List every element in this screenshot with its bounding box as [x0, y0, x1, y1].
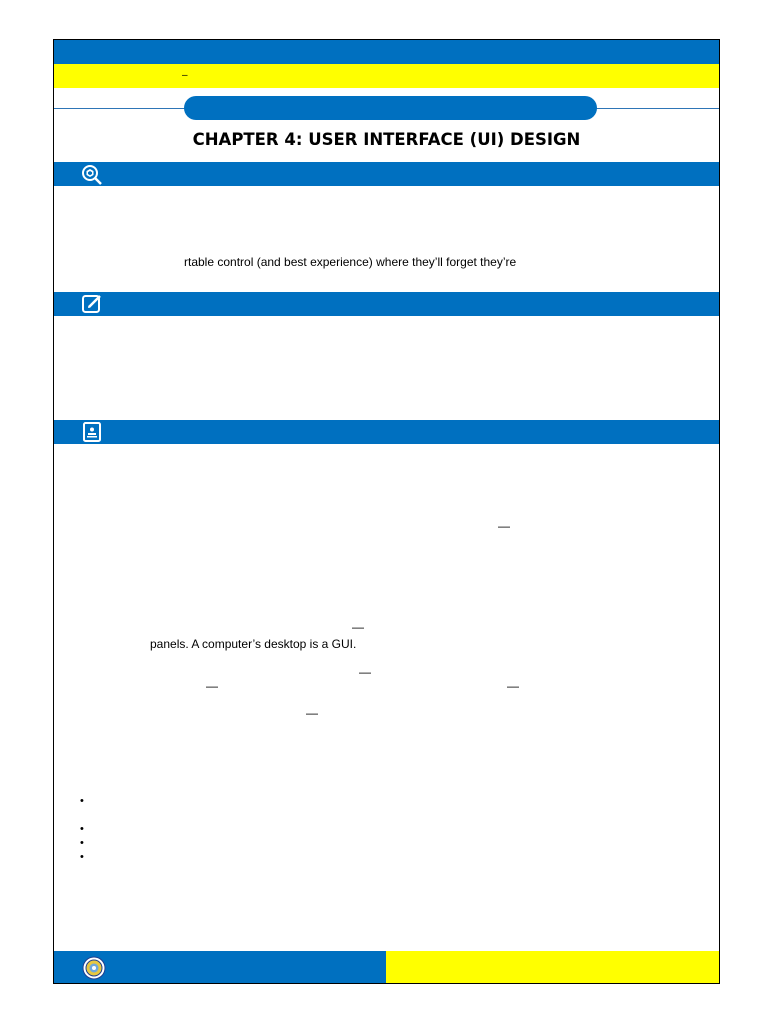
dash-mark: —	[306, 706, 318, 720]
body-text-gui: panels. A computer’s desktop is a GUI.	[150, 637, 357, 651]
section-bar-activity	[54, 292, 719, 316]
chapter-title: CHAPTER 4: USER INTERFACE (UI) DESIGN	[192, 130, 581, 149]
bullet-point: •	[80, 851, 84, 863]
section-bar-overview	[54, 162, 719, 186]
bullet-point: •	[80, 795, 84, 807]
dash-mark: —	[352, 620, 364, 634]
footer-blue-band	[54, 951, 386, 984]
body-text-control: rtable control (and best experience) where they’ll forget they’re	[184, 255, 517, 269]
university-seal-icon	[82, 956, 106, 980]
footer-yellow-band	[386, 951, 720, 984]
dash-mark: —	[359, 665, 371, 679]
magnifier-icon	[80, 163, 104, 185]
contact-card-icon	[80, 421, 104, 443]
top-blue-bar	[54, 40, 719, 64]
top-yellow-bar	[54, 64, 719, 88]
section-bar-discussion	[54, 420, 719, 444]
document-page	[53, 39, 720, 984]
header-pill	[184, 96, 597, 120]
header-mark: –	[182, 70, 188, 81]
bullet-point: •	[80, 823, 84, 835]
dash-mark: —	[507, 679, 519, 693]
dash-mark: —	[498, 519, 510, 533]
bullet-point: •	[80, 837, 84, 849]
pencil-edit-icon	[80, 293, 104, 315]
dash-mark: —	[206, 679, 218, 693]
